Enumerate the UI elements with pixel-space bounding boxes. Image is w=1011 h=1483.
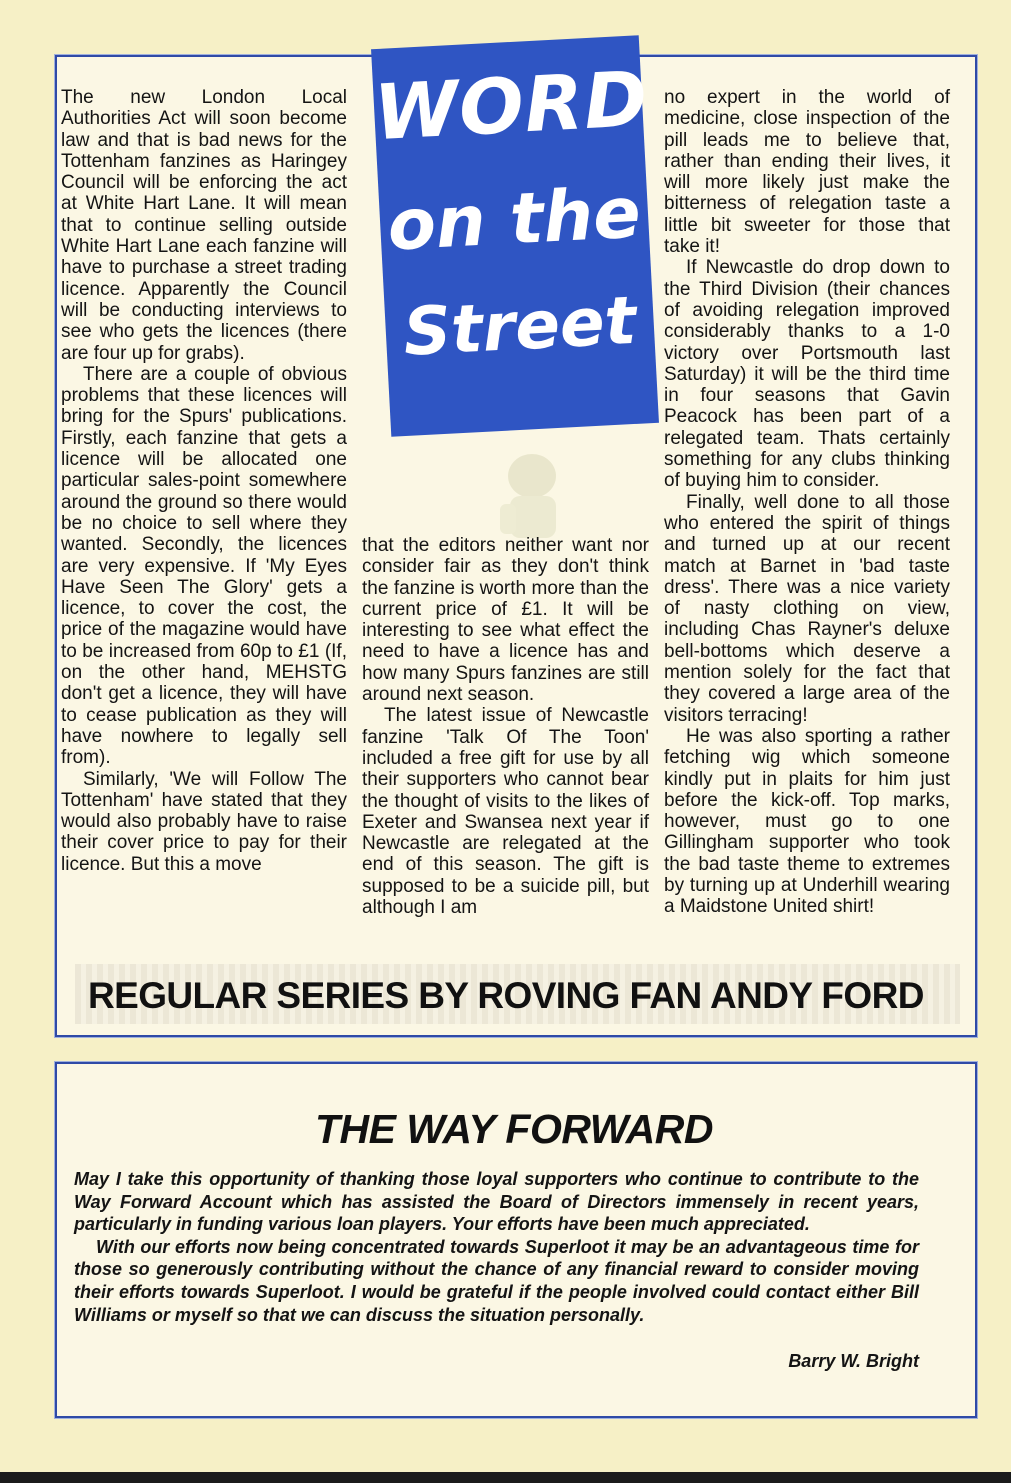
way-forward-signature: Barry W. Bright: [788, 1351, 919, 1371]
page-bottom-bar: [0, 1472, 1011, 1483]
article-column-1: [61, 87, 347, 875]
article-paragraph: Finally, well done to all those who entered the spirit of things and turned up at our recent match at Barnet in 'bad taste dress'. There was a nice variety of nasty clothing on view, including Chas Rayner's deluxe bell-bottoms which deserve a mention solely for the fact that they covered a large area of the visitors terracing!: [664, 491, 950, 726]
article-paragraph: If Newcastle do drop down to the Third Division (their chances of avoiding relegation improved considerably thanks to a 1-0 victory over Portsmouth last Saturday) it will be the third time in four seasons that Gavin Peacock has been part of a relegated team. Thats certainly something for any clubs thinking of buying him to consider.: [664, 257, 950, 492]
article-column-2: [362, 535, 649, 918]
article-paragraph: He was also sporting a rather fetching wig which someone kindly put in plaits for him just before the kick-off. Top marks, however, must go to one Gillingham supporter who took the bad taste theme to extremes by turning up at Underhill wearing a Maidstone United shirt!: [664, 725, 950, 918]
article-column-3: [664, 87, 950, 918]
way-forward-paragraph: May I take this opportunity of thanking those loyal supporters who continue to contribute to the Way Forward Account which has assisted the Board of Directors immensely in recent years, particularly in funding various loan players. Your efforts have been much appreciated.: [74, 1169, 919, 1235]
article-paragraph: There are a couple of obvious problems that these licences will bring for the Spurs' publications. Firstly, each fanzine that gets a licence will be allocated one particular sales-point somewhere around the ground so there would be no choice to sell where they wanted. Secondly, the licences are very expensive. If 'My Eyes Have Seen The Glory' gets a licence, to cover the cost, the price of the magazine would have to be increased from 60p to £1 (If, on the other hand, MEHSTG don't get a licence, they will have to cease publication as they will have nowhere to legally sell from).: [61, 363, 347, 769]
article-paragraph: The new London Local Authorities Act will soon become law and that is bad news for the Tottenham fanzines as Haringey Council will be enforcing the act at White Hart Lane. It will mean that to continue selling outside White Hart Lane each fanzine will have to purchase a street trading licence. Apparently the Council will be conducting interviews to see who gets the licences (there are four up for grabs).: [61, 87, 347, 364]
word-on-the-street-banner: [371, 35, 659, 436]
article-paragraph: Similarly, 'We will Follow The Tottenham' have stated that they would also probably have to raise their cover price to pay for their licence. But this a move: [61, 768, 347, 875]
banner-line-on-the: on the: [385, 171, 643, 267]
article-paragraph: that the editors neither want nor consider fair as they don't think the fanzine is worth more than the current price of £1. It will be interesting to see what effect the need to have a licence has and how many Spurs fanzines are still around next season.: [362, 535, 649, 706]
series-byline: REGULAR SERIES BY ROVING FAN ANDY FORD: [88, 975, 924, 1016]
way-forward-paragraph: With our efforts now being concentrated towards Superloot it may be an advantageous time for those so generously contributing without the chance of any financial reward to consider moving their efforts towards Superloot. I would be grateful if the people involved could contact either Bill Williams or myself so that we can discuss the situation personally.: [74, 1236, 919, 1325]
way-forward-body: [74, 1168, 919, 1326]
article-paragraph: The latest issue of Newcastle fanzine 'Talk Of The Toon' included a free gift for use by all their supporters who cannot bear the thought of visits to the likes of Exeter and Swansea next year if Newcastle are relegated at the end of this season. The gift is supposed to be a suicide pill, but although I am: [362, 705, 649, 919]
faded-player-illustration: [470, 448, 590, 538]
banner-line-street: Street: [401, 281, 638, 371]
article-paragraph: no expert in the world of medicine, close inspection of the pill leads me to believe that, rather than ending their lives, it will more likely just make the bitterness of relegation taste a little bit sweeter for those that take it!: [664, 87, 950, 258]
way-forward-title: THE WAY FORWARD: [315, 1106, 713, 1152]
banner-line-word: WORD: [372, 53, 651, 158]
